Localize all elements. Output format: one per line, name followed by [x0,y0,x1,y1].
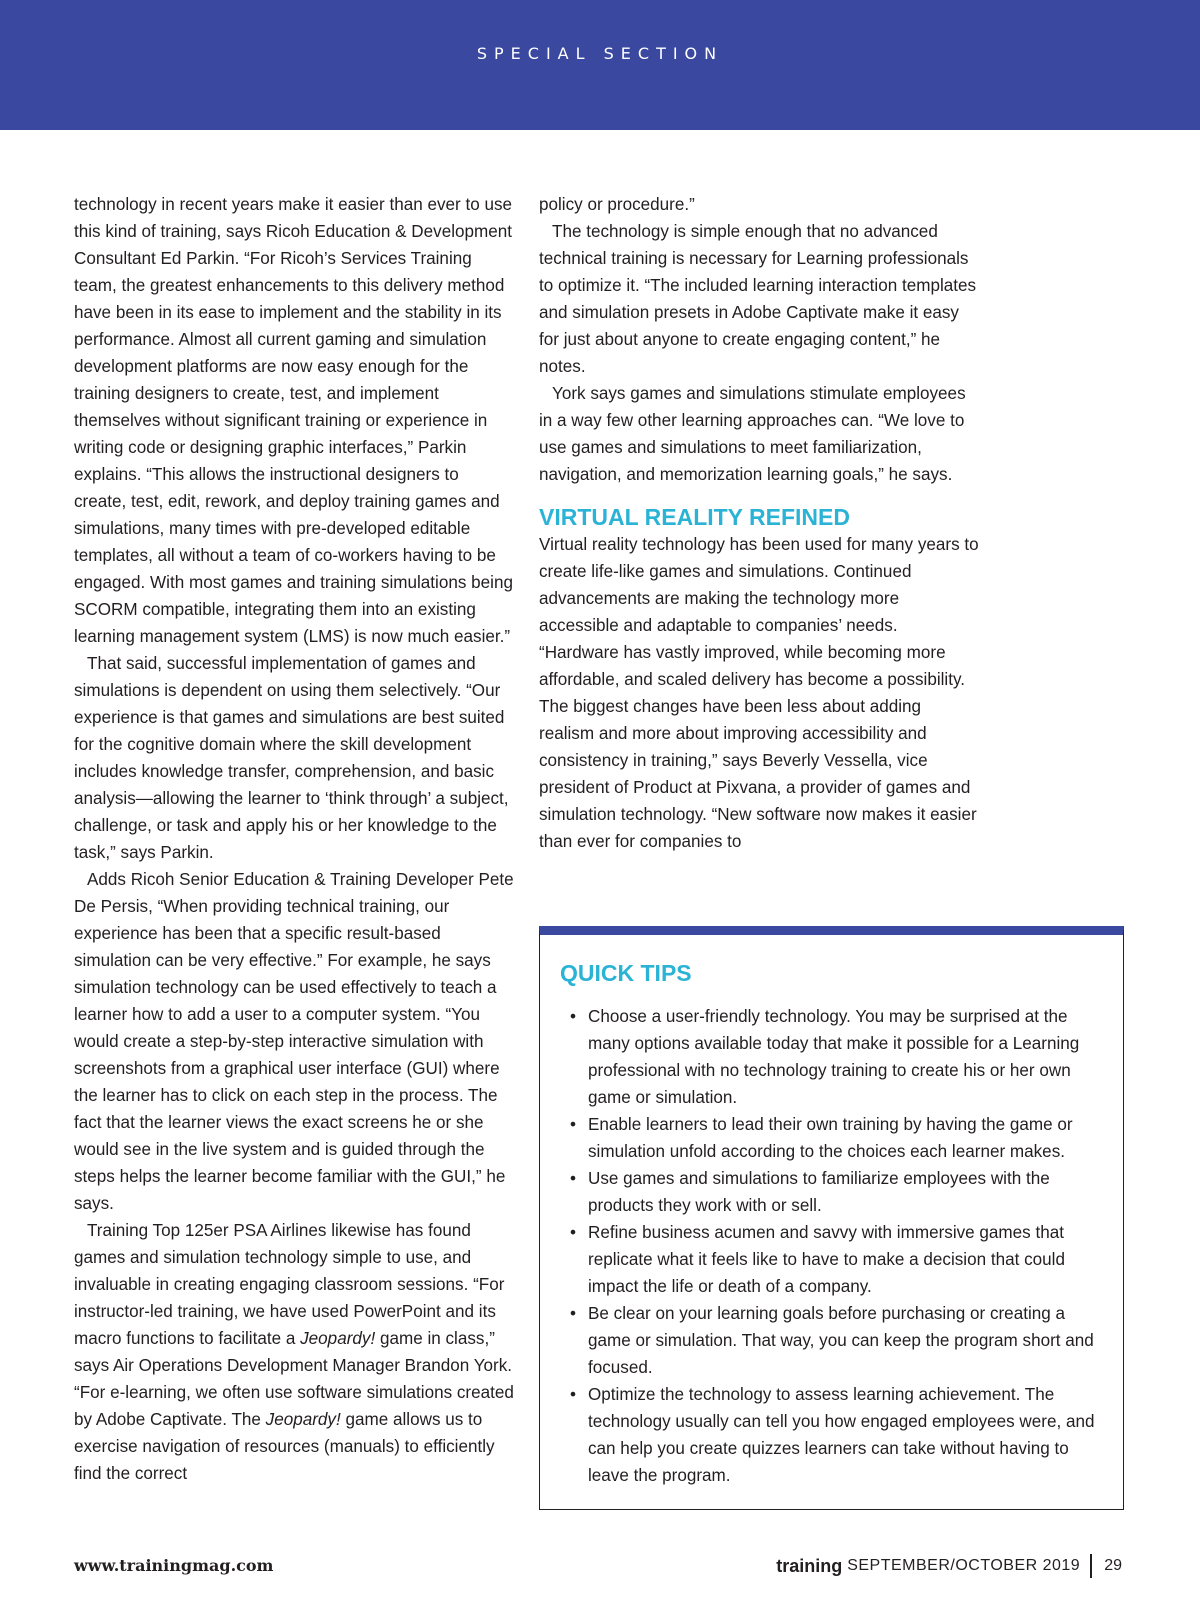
right-column [539,191,979,855]
text-run: game in class,” says Air Operations Development Manager Brandon York. “For e-learning, we often use software simulations created by Adobe Captivate. The [74,1329,514,1429]
quick-tips-list [570,1003,1110,1489]
tip-item [570,1219,1110,1300]
italic-title: Jeopardy! [265,1410,341,1429]
tip-item [570,1381,1110,1489]
tip-item [570,1165,1110,1219]
paragraph: The technology is simple enough that no advanced technical training is necessary for Learning professionals to optimize it. “The included learning interaction templates and simulation presets in Adobe Captivate make it easy for just about anyone to create engaging content,” he notes. [539,222,977,376]
italic-title: Jeopardy! [300,1329,376,1348]
bullet-icon: • [570,1304,576,1323]
tip-text: Enable learners to lead their own training by having the game or simulation unfold according to the choices each learner makes. [588,1115,1073,1161]
tip-item [570,1111,1110,1165]
bullet-icon: • [570,1115,576,1134]
section-label: SPECIAL SECTION [476,44,724,63]
quick-tips-box [539,926,1124,1510]
paragraph [74,1217,514,1487]
tip-text: Choose a user-friendly technology. You may be surprised at the many options available today that make it possible for a Learning professional with no technology training to create his or her own game or simulation. [588,1007,1080,1107]
paragraph: York says games and simulations stimulate employees in a way few other learning approaches can. “We love to use games and simulations to meet familiarization, navigation, and memorization learning goals,” he says. [539,384,966,484]
page-number: 29 [1104,1557,1122,1574]
magazine-name: training [776,1555,843,1576]
quick-tips-title: QUICK TIPS [560,960,692,986]
paragraph: technology in recent years make it easier than ever to use this kind of training, says Ricoh Education & Development Consultant Ed Parkin. “For Ricoh’s Services Training team, the greatest enhancements to this delivery method have been in its ease to implement and the stability in its performance. Almost all current gaming and simulation development platforms are now easy enough for the training designers to create, test, and implement themselves without significant training or experience in writing code or designing graphic interfaces,” Parkin explains. “This allows the instructional designers to create, test, edit, rework, and deploy training games and simulations, many times with pre-developed editable templates, all without a team of co-workers having to be engaged. With most games and training simulations being SCORM compatible, integrating them into an existing learning management system (LMS) is now much easier.” [74,195,513,646]
left-column [74,191,514,1487]
tip-text: Be clear on your learning goals before purchasing or creating a game or simulation. That way, you can keep the program short and focused. [588,1304,1094,1377]
bullet-icon: • [570,1385,576,1404]
text-run: game allows us to exercise navigation of resources (manuals) to efficiently find the correct [74,1410,495,1483]
bullet-icon: • [570,1169,576,1188]
section-subhead: VIRTUAL REALITY REFINED [539,504,850,530]
paragraph: That said, successful implementation of games and simulations is dependent on using them selectively. “Our experience is that games and simulations are best suited for the cognitive domain where the skill development includes knowledge transfer, comprehension, and basic analysis—allowing the learner to ‘think through’ a subject, challenge, or task and apply his or her knowledge to the task,” says Parkin. [74,654,509,862]
paragraph: policy or procedure.” [539,195,695,214]
footer-website-link[interactable]: www.trainingmag.com [74,1556,274,1575]
paragraph: Adds Ricoh Senior Education & Training Developer Pete De Persis, “When providing technical training, our experience has been that a specific result-based simulation can be very effective.” For example, he says simulation technology can be used effectively to teach a learner how to add a user to a computer system. “You would create a step-by-step interactive simulation with screenshots from a graphical user interface (GUI) where the learner has to click on each step in the process. The fact that the learner views the exact screens he or she would see in the live system and is guided through the steps helps the learner become familiar with the GUI,” he says. [74,870,514,1213]
bullet-icon: • [570,1007,576,1026]
tip-text: Use games and simulations to familiarize employees with the products they work with or sell. [588,1169,1050,1215]
text-run: Training Top 125er PSA Airlines likewise has found games and simulation technology simple to use, and invaluable in creating engaging classroom sessions. “For instructor-led training, we have used PowerPoint and its macro functions to facilitate a [74,1221,505,1348]
folio-divider [1090,1554,1092,1578]
tip-text: Refine business acumen and savvy with immersive games that replicate what it feels like to have to make a decision that could impact the life or death of a company. [588,1223,1065,1296]
paragraph: Virtual reality technology has been used for many years to create life-like games and simulations. Continued advancements are making the technology more accessible and adaptable to companies’ needs. “Hardware has vastly improved, while becoming more affordable, and scaled delivery has become a possibility. The biggest changes have been less about adding realism and more about improving accessibility and consistency in training,” says Beverly Vessella, vice president of Product at Pixvana, a provider of games and simulation technology. “New software now makes it easier than ever for companies to [539,535,979,851]
footer-folio [776,1554,1122,1578]
tip-item [570,1003,1110,1111]
tip-item [570,1300,1110,1381]
issue-date: SEPTEMBER/OCTOBER 2019 [847,1557,1081,1574]
bullet-icon: • [570,1223,576,1242]
tip-text: Optimize the technology to assess learning achievement. The technology usually can tell you how engaged employees were, and can help you create quizzes learners can take without having to leave the program. [588,1385,1095,1485]
header-banner [0,0,1200,130]
